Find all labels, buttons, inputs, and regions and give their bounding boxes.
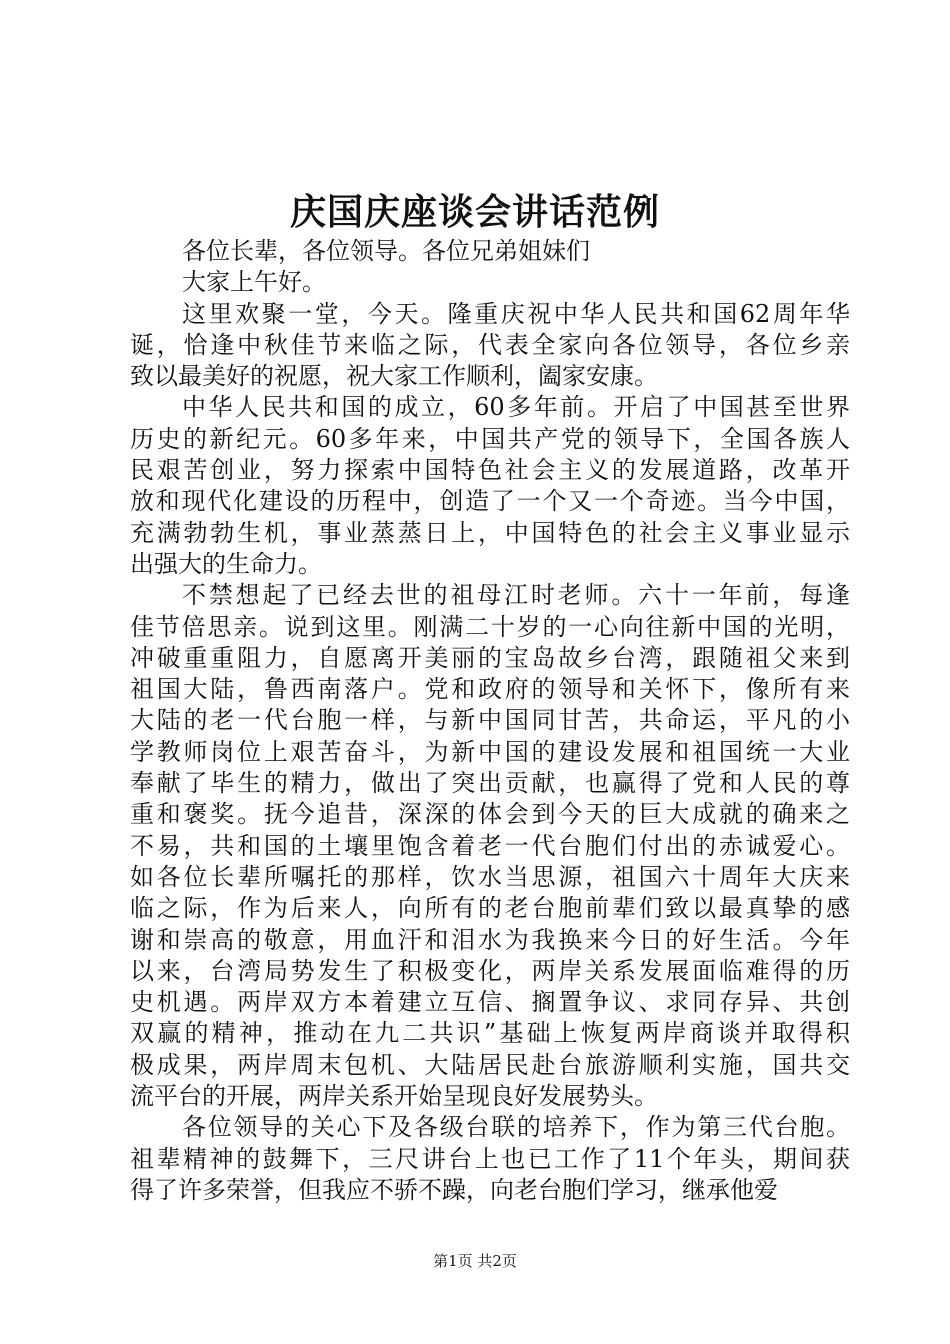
text-line: 诞，恰逢中秋佳节来临之际，代表全家向各位领导，各位乡亲 — [130, 330, 850, 359]
document-body — [130, 236, 850, 1206]
text-line: 奉献了毕生的精力，做出了突出贡献，也赢得了党和人民的尊 — [130, 769, 850, 798]
text-line: 各位长辈，各位领导。各位兄弟姐妹们 — [182, 237, 590, 265]
text-line: 祖国大陆，鲁西南落户。党和政府的领导和关怀下，像所有来 — [130, 675, 850, 704]
paragraph — [130, 299, 850, 393]
text-line: 祖辈精神的鼓舞下，三尺讲台上也已工作了11个年头，期间获 — [130, 1144, 850, 1173]
text-line: 以来，台湾局势发生了积极变化，两岸关系发展面临难得的历 — [130, 956, 850, 985]
text-line: 历史的新纪元。60多年来，中国共产党的领导下，全国各族人 — [130, 424, 850, 453]
paragraph — [130, 580, 850, 1112]
page-footer: 第1页 共2页 — [433, 1252, 517, 1270]
text-line: 史机遇。两岸双方本着建立互信、搁置争议、求同存异、共创 — [130, 988, 850, 1017]
text-line: 致以最美好的祝愿，祝大家工作顺利，阖家安康。 — [130, 362, 658, 391]
text-line: 这里欢聚一堂，今天。隆重庆祝中华人民共和国62周年华 — [182, 299, 850, 328]
text-line: 极成果，两岸周末包机、大陆居民赴台旅游顺利实施，国共交 — [130, 1050, 850, 1079]
text-line: 各位领导的关心下及各级台联的培养下，作为第三代台胞。 — [182, 1113, 850, 1142]
text-line: 中华人民共和国的成立，60多年前。开启了中国甚至世界 — [182, 393, 850, 422]
paragraph — [130, 392, 850, 580]
text-line: 流平台的开展，两岸关系开始呈现良好发展势头。 — [130, 1082, 658, 1111]
text-line: 临之际，作为后来人，向所有的老台胞前辈们致以最真挚的感 — [130, 894, 850, 923]
text-line: 大陆的老一代台胞一样，与新中国同甘苦，共命运，平凡的小 — [130, 706, 850, 735]
text-line: 得了许多荣誉，但我应不骄不躁，向老台胞们学习，继承他爱 — [130, 1175, 778, 1204]
text-line: 放和现代化建设的历程中，创造了一个又一个奇迹。当今中国， — [130, 487, 850, 516]
paragraph — [130, 267, 850, 298]
text-line: 充满勃勃生机，事业蒸蒸日上，中国特色的社会主义事业显示 — [130, 518, 850, 547]
text-line: 民艰苦创业，努力探索中国特色社会主义的发展道路，改革开 — [130, 456, 850, 485]
text-line: 佳节倍思亲。说到这里。刚满二十岁的一心向往新中国的光明， — [130, 612, 850, 641]
text-line: 重和褒奖。抚今追昔，深深的体会到今天的巨大成就的确来之 — [130, 800, 850, 829]
text-line: 出强大的生命力。 — [130, 549, 322, 578]
paragraph — [130, 236, 850, 267]
text-line: 双赢的精神，推动在九二共识”基础上恢复两岸商谈并取得积 — [130, 1019, 850, 1048]
text-line: 不易，共和国的土壤里饱含着老一代台胞们付出的赤诚爱心。 — [130, 831, 850, 860]
text-line: 如各位长辈所嘱托的那样，饮水当思源，祖国六十周年大庆来 — [130, 862, 850, 891]
document-title: 庆国庆座谈会讲话范例 — [289, 192, 660, 233]
text-line: 谢和崇高的敬意，用血汗和泪水为我换来今日的好生活。今年 — [130, 925, 850, 954]
paragraph — [130, 1112, 850, 1206]
text-line: 不禁想起了已经去世的祖母江时老师。六十一年前，每逢 — [182, 581, 850, 610]
text-line: 大家上午好。 — [182, 268, 326, 297]
text-line: 学教师岗位上艰苦奋斗，为新中国的建设发展和祖国统一大业 — [130, 737, 850, 766]
text-line: 冲破重重阻力，自愿离开美丽的宝岛故乡台湾，跟随祖父来到 — [130, 643, 850, 672]
